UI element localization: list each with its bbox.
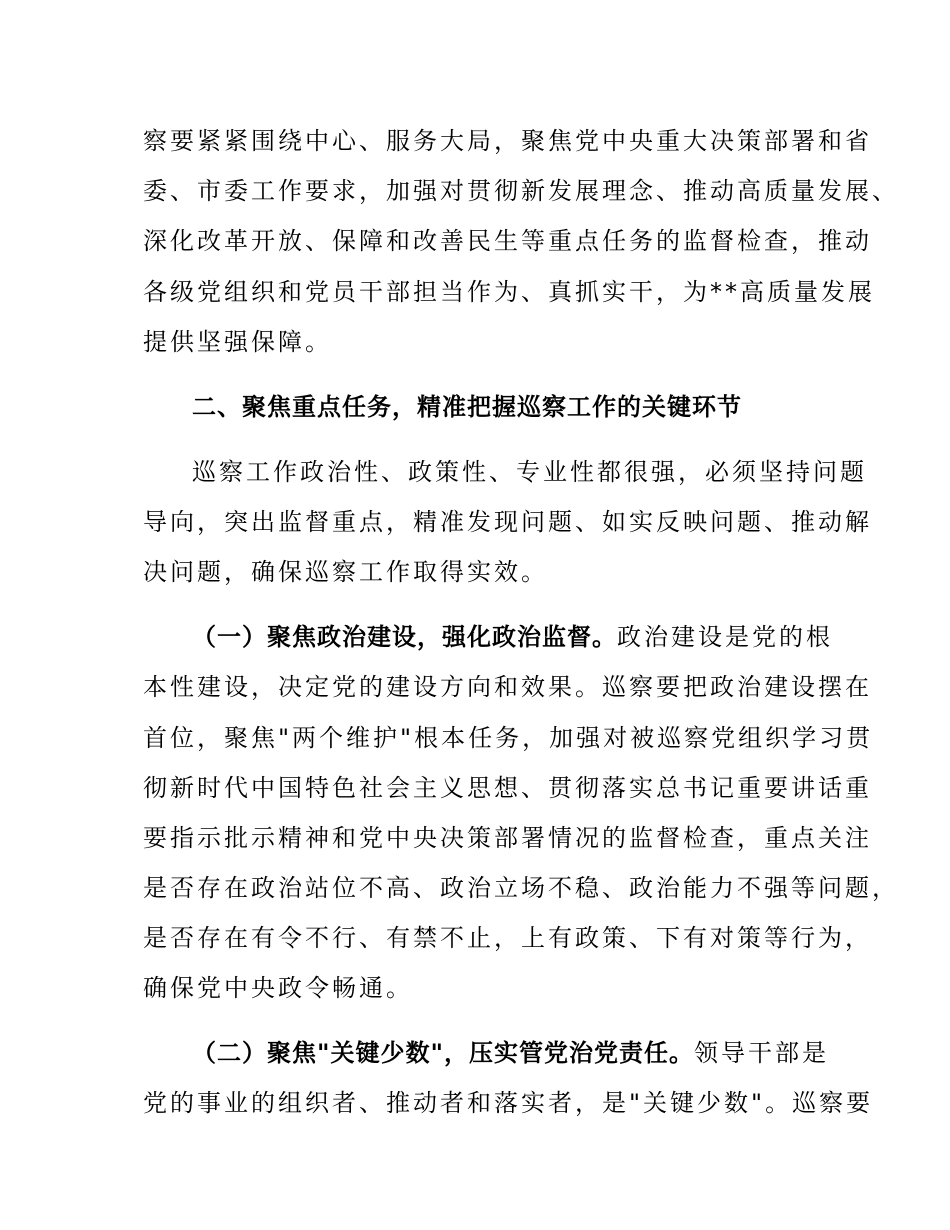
item-1-line-7: 是否存在有令不行、有禁不止，上有政策、下有对策等行为， <box>143 924 872 952</box>
item-1-line-8: 确保党中央政令畅通。 <box>143 974 413 1002</box>
section-2-heading: 二、聚焦重点任务，精准把握巡察工作的关键环节 <box>192 393 742 421</box>
item-1-first-line <box>192 621 833 653</box>
paragraph-2-line-3: 决问题，确保巡察工作取得实效。 <box>143 558 548 586</box>
item-2-line-2: 党的事业的组织者、推动者和落实者，是"关键少数"。巡察要 <box>143 1089 874 1117</box>
item-2-first-line <box>192 1037 829 1069</box>
item-1-title: （一）聚焦政治建设，强化政治监督。 <box>192 623 617 651</box>
paragraph-1-line-3: 深化改革开放、保障和改善民生等重点任务的监督检查，推动 <box>143 227 872 255</box>
paragraph-1-line-1: 察要紧紧围绕中心、服务大局，聚焦党中央重大决策部署和省 <box>143 127 872 155</box>
paragraph-2-line-2: 导向，突出监督重点，精准发现问题、如实反映问题、推动解 <box>143 508 872 536</box>
item-2-first-line-text: 领导干部是 <box>694 1039 830 1067</box>
item-1-line-2: 本性建设，决定党的建设方向和效果。巡察要把政治建设摆在 <box>143 673 872 701</box>
item-2-title: （二）聚焦"关键少数"，压实管党治党责任。 <box>192 1039 695 1067</box>
item-1-line-6: 是否存在政治站位不高、政治立场不稳、政治能力不强等问题， <box>143 874 899 902</box>
paragraph-1-line-4: 各级党组织和党员干部担当作为、真抓实干，为**高质量发展 <box>143 278 875 306</box>
item-1-line-3: 首位，聚焦"两个维护"根本任务，加强对被巡察党组织学习贯 <box>143 724 874 752</box>
paragraph-1-line-2: 委、市委工作要求，加强对贯彻新发展理念、推动高质量发展、 <box>143 177 899 205</box>
paragraph-2-line-1: 巡察工作政治性、政策性、专业性都很强，必须坚持问题 <box>192 458 867 486</box>
item-1-line-4: 彻新时代中国特色社会主义思想、贯彻落实总书记重要讲话重 <box>143 774 872 802</box>
item-1-first-line-text: 政治建设是党的根 <box>617 623 833 651</box>
item-1-line-5: 要指示批示精神和党中央决策部署情况的监督检查，重点关注 <box>143 824 872 852</box>
paragraph-1-line-5: 提供坚强保障。 <box>143 328 332 356</box>
